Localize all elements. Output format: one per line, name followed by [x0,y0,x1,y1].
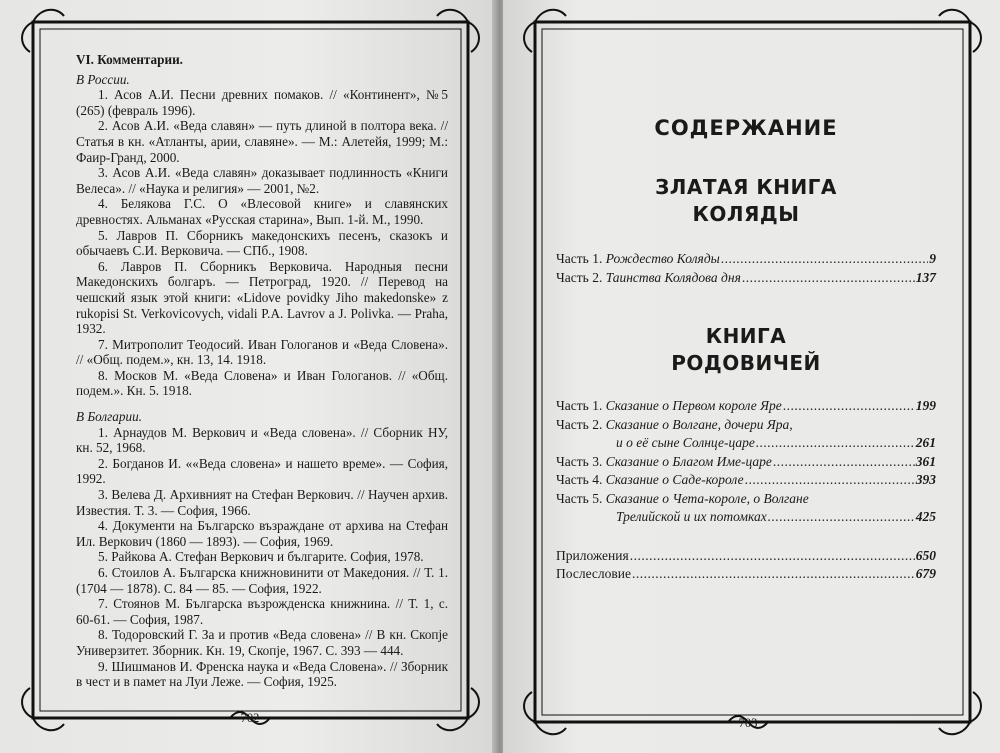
book-title-2-line1: КНИГА [705,324,787,348]
reference-entry: 6. Лавров П. Сборникъ Верковича. Народныя песни Македонскихъ болгаръ. — Петроград, 1920. // Перевод на чешский язык этой книги: «Lidove povidky Jiho makedonske» z rukopisi St. Verkovicovych, vidali P.A. Lavrov a J. Polivka. — Praha, 1932. [76,258,448,337]
reference-entry: 4. Документи на Българско възраждане от архива на Стефан Ил. Веркович (1860 — 1893). — София, 1969. [76,518,448,549]
book-title-2-line2: РОДОВИЧЕЙ [671,351,821,375]
toc-page-number: 9 [929,251,936,266]
section-title-bulgaria: В Болгарии. [76,409,142,425]
page-number: 702 [240,711,260,725]
toc-entry[interactable] [556,269,936,288]
reference-entry: 8. Тодоровский Г. За и против «Веда словена» // В кн. Скопје Универзитет. Зборник. Кн. 19, Скопје, 1967. С. 393 — 444. [76,627,448,658]
reference-entry: 7. Стоянов М. Българска възрожденска книжнина. // Т. 1, с. 60-61. — София, 1987. [76,596,448,627]
section-heading: VI. Комментарии. [76,52,183,67]
toc-part-name-cont: Трелийской и их потомках [616,509,767,524]
table-of-contents [556,110,936,584]
toc-entry[interactable] [556,416,936,435]
toc-page-number: 137 [915,269,936,285]
toc-entry[interactable] [556,250,936,269]
toc-part-label: Часть 2. [556,269,603,285]
book-title-1-line2: КОЛЯДЫ [692,202,800,226]
toc-page-number: 650 [915,547,936,563]
toc-part-name: Сказание о Первом короле Яре [605,398,782,413]
toc-part-label: Часть 1. [556,251,603,266]
toc-part-label: Часть 1. [556,398,603,413]
toc-part-label: Часть 2. [556,416,603,432]
reference-entry: 3. Велева Д. Архивният на Стефан Веркович. // Научен архив. Известия. Т. 3. — София, 1966. [76,487,448,518]
toc-appendix-label: Приложения [556,547,629,563]
toc-part-name: Сказание о Волгане, дочери Яра, [605,416,793,432]
toc-afterword-label: Послесловие [556,566,631,581]
toc-part-label: Часть 3. [556,453,603,469]
toc-part-name: Таинства Колядова дня [605,269,741,285]
toc-part-name: Сказание о Благом Име-царе [605,453,772,469]
contents-title: СОДЕРЖАНИЕ [654,116,838,140]
reference-entry: 7. Митрополит Теодосий. Иван Гологанов и «Веда Словена». // «Общ. подем.», кн. 13, 14. 1918. [76,336,448,368]
reference-entry: 3. Асов А.И. «Веда славян» доказывает подлинность «Книги Велеса». // «Наука и религия» — 2001, №2. [76,165,448,196]
toc-page-number: 361 [915,453,936,469]
left-page [0,0,497,753]
toc-part-label: Часть 4. [556,472,603,487]
toc-part-name: Рождество Коляды [605,251,720,266]
toc-entry[interactable] [556,397,936,416]
reference-entry: 2. Асов А.И. «Веда славян» — путь длиной в полтора века. // Статья в кн. «Атланты, арии, славяне». — М.: Алетейя, 1999; М.: Фаир-Гранд, 2000. [76,118,448,165]
section-title-russia: В России. [76,71,130,87]
book-title-1-line1: ЗЛАТАЯ КНИГА [655,175,837,199]
toc-page-number: 199 [915,398,936,413]
toc-page-number: 393 [915,472,936,487]
toc-part-name-cont: и о её сыне Солнце-царе [616,435,755,450]
toc-page-number: 679 [915,566,936,581]
toc-entry-afterword[interactable] [556,565,936,584]
toc-part-name: Сказание о Саде-короле [605,472,744,487]
toc-part-name: Сказание о Чета-короле, о Волгане [605,490,809,506]
page-number: 703 [738,716,758,730]
reference-entry: 9. Шишманов И. Френска наука и «Веда Словена». // Зборник в чест и в памет на Луи Леже. — София, 1925. [76,658,448,690]
comments-text [76,52,448,690]
toc-entry[interactable] [556,490,936,509]
toc-entry[interactable] [556,453,936,472]
toc-part-label: Часть 5. [556,490,603,506]
toc-entry-continued[interactable] [556,508,936,527]
toc-entry[interactable] [556,471,936,490]
reference-entry: 5. Райкова А. Стефан Веркович и българите. София, 1978. [98,549,424,565]
reference-entry: 8. Москов М. «Веда Словена» и Иван Гологанов. // «Общ. подем.». Кн. 5. 1918. [76,367,448,399]
reference-entry: 5. Лавров П. Сборникъ македонскихъ песенъ, сказокъ и обычаевъ С.И. Верковича. — СПб., 1908. [76,227,448,259]
reference-entry: 1. Асов А.И. Песни древних помаков. // «Континент», №5 (265) (февраль 1996). [76,87,448,118]
reference-entry: 2. Богданов И. ««Веда словена» и нашето време». — София, 1992. [76,455,448,487]
toc-entry-continued[interactable] [556,434,936,453]
toc-entry-appendix[interactable] [556,547,936,566]
toc-page-number: 425 [915,509,936,524]
reference-entry: 1. Арнаудов М. Веркович и «Веда словена». // Сборник НУ, кн. 52, 1968. [76,424,448,456]
toc-page-number: 261 [915,435,936,450]
reference-entry: 4. Белякова Г.С. О «Влесовой книге» и славянских древностях. Альманах «Русская старина», Вып. 1-й. М., 1990. [76,196,448,227]
reference-entry: 6. Стоилов А. Българска книжновинити от Македония. // Т. 1. (1704 — 1878). С. 84 — 85. — София, 1922. [76,565,448,596]
